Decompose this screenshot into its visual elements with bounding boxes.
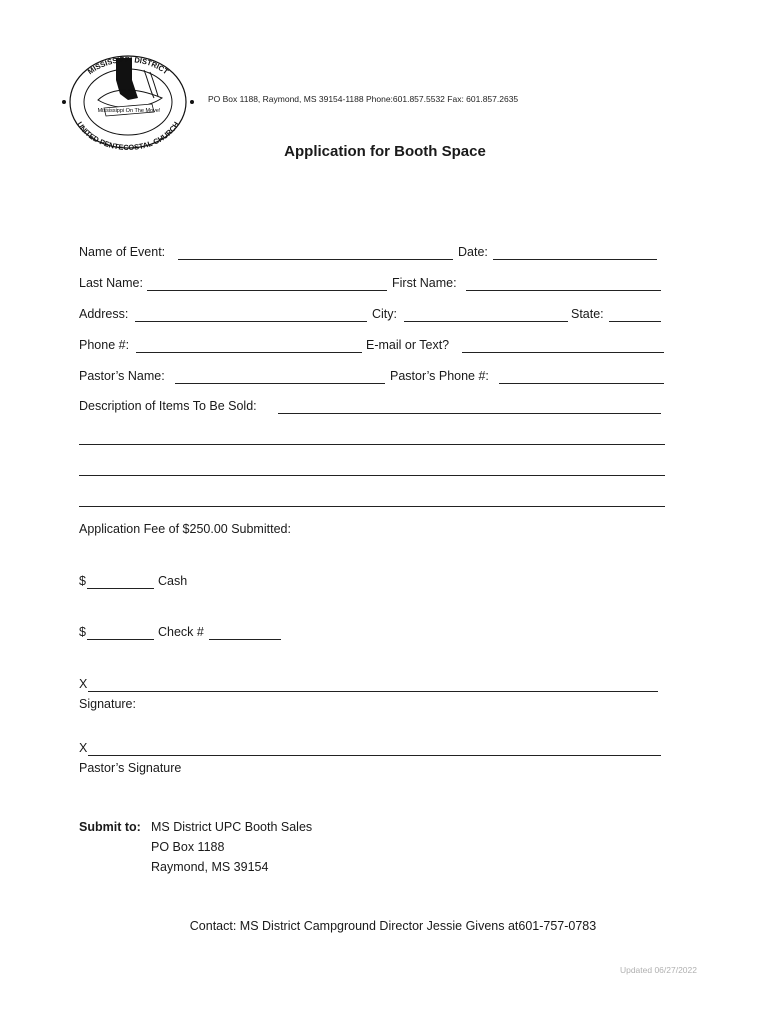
- event-name-field[interactable]: [178, 259, 453, 260]
- row-pastor: [79, 369, 679, 387]
- updated-date: Updated 06/27/2022: [619, 965, 697, 975]
- fee-label: Application Fee of $250.00 Submitted:: [79, 522, 291, 536]
- logo-banner-text: Mississippi On The Move!: [97, 108, 161, 114]
- last-name-label: Last Name:: [79, 276, 143, 290]
- city-label: City:: [372, 307, 397, 321]
- pastor-signature-field[interactable]: [88, 755, 661, 756]
- signature-x: X: [79, 677, 88, 691]
- check-amount-field[interactable]: [87, 639, 154, 640]
- row-description: [79, 399, 679, 417]
- first-name-field[interactable]: [466, 290, 661, 291]
- page-title: Application for Booth Space: [284, 143, 486, 160]
- submit-to-label: Submit to:: [79, 820, 141, 834]
- pastor-name-field[interactable]: [175, 383, 385, 384]
- cash-dollar-sign: $: [79, 574, 86, 588]
- pastor-signature-label: Pastor’s Signature: [79, 761, 182, 775]
- logo-top-text: MISSISSIPPI DISTRICT: [85, 54, 171, 77]
- description-line-4[interactable]: [79, 506, 665, 507]
- cash-label: Cash: [158, 574, 188, 588]
- check-dollar-sign: $: [79, 625, 86, 639]
- event-name-label: Name of Event:: [79, 245, 166, 259]
- pastor-signature-x: X: [79, 741, 88, 755]
- pastor-phone-label: Pastor’s Phone #:: [390, 369, 489, 383]
- check-number-field[interactable]: [209, 639, 281, 640]
- row-signature: [79, 677, 679, 695]
- row-check: [79, 625, 299, 643]
- email-label: E-mail or Text?: [366, 338, 450, 352]
- signature-field[interactable]: [88, 691, 658, 692]
- description-line-3[interactable]: [79, 475, 665, 476]
- address-label: Address:: [79, 307, 129, 321]
- signature-label: Signature:: [79, 697, 136, 711]
- first-name-label: First Name:: [392, 276, 457, 290]
- submit-line-3: Raymond, MS 39154: [151, 860, 269, 874]
- row-address: [79, 307, 679, 325]
- submit-line-2: PO Box 1188: [151, 840, 225, 854]
- state-label: State:: [571, 307, 604, 321]
- address-field[interactable]: [135, 321, 367, 322]
- row-pastor-signature: [79, 741, 679, 759]
- date-field[interactable]: [493, 259, 657, 260]
- pastor-name-label: Pastor’s Name:: [79, 369, 165, 383]
- date-label: Date:: [458, 245, 488, 259]
- city-field[interactable]: [404, 321, 568, 322]
- row-cash: [79, 574, 279, 592]
- contact-info: Contact: MS District Campground Director Jessie Givens at601-757-0783: [189, 919, 597, 933]
- description-line-2[interactable]: [79, 444, 665, 445]
- cash-amount-field[interactable]: [87, 588, 154, 589]
- submit-line-1: MS District UPC Booth Sales: [151, 820, 313, 834]
- logo-bottom-text: UNITED PENTECOSTAL CHURCH: [75, 120, 181, 150]
- header-address: PO Box 1188, Raymond, MS 39154-1188 Phone:601.857.5532 Fax: 601.857.2635: [208, 94, 519, 104]
- state-field[interactable]: [609, 321, 661, 322]
- description-label: Description of Items To Be Sold:: [79, 399, 257, 413]
- pastor-phone-field[interactable]: [499, 383, 664, 384]
- phone-label: Phone #:: [79, 338, 130, 352]
- description-field[interactable]: [278, 413, 661, 414]
- last-name-field[interactable]: [147, 290, 387, 291]
- row-event: [79, 245, 679, 263]
- district-logo: [58, 50, 198, 150]
- row-phone: [79, 338, 679, 356]
- email-field[interactable]: [462, 352, 664, 353]
- check-label: Check #: [158, 625, 204, 639]
- phone-field[interactable]: [136, 352, 362, 353]
- row-name: [79, 276, 679, 294]
